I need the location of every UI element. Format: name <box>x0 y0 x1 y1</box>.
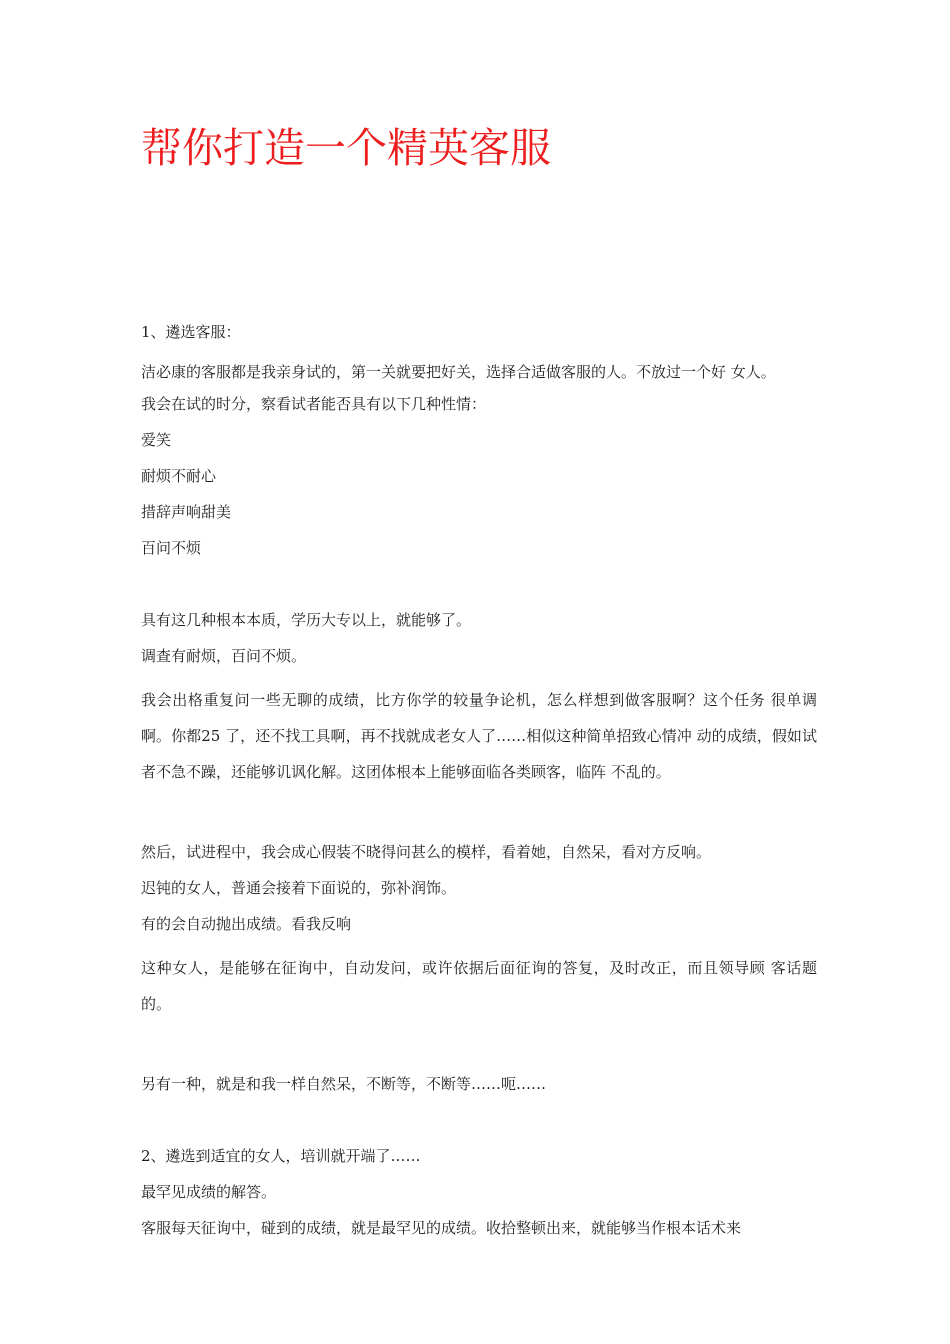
paragraph: 我会出格重复问一些无聊的成绩，比方你学的较量争论机，怎么样想到做客服啊？这个任务 很单调啊。你都25 了，还不找工具啊，再不找就成老女人了……相似这种简单招致心情冲 动的成绩，假如试者不急不躁，还能够讥讽化解。这团体根本上能够面临各类顾客，临阵 不乱的。 <box>141 691 817 781</box>
list-item: 百问不烦 <box>141 539 202 557</box>
paragraph: 客服每天征询中，碰到的成绩，就是最罕见的成绩。收拾整顿出来，就能够当作根本话术来 <box>141 1219 742 1237</box>
paragraph: 我会在试的时分，察看试者能否具有以下几种性情： <box>141 395 487 413</box>
paragraph: 这种女人，是能够在征询中，自动发问，或许依据后面征询的答复，及时改正，而且领导顾 客话题的。 <box>141 959 817 1013</box>
document-title: 帮你打造一个精英客服 <box>141 124 551 172</box>
section-heading: 2、遴选到适宜的女人，培训就开端了…… <box>141 1147 421 1165</box>
list-item: 爱笑 <box>141 431 172 449</box>
list-item: 耐烦不耐心 <box>141 467 217 485</box>
paragraph: 最罕见成绩的解答。 <box>141 1183 277 1201</box>
paragraph: 有的会自动抛出成绩。看我反响 <box>141 915 352 933</box>
paragraph: 然后，试进程中，我会成心假装不晓得问甚么的模样，看着她，自然呆，看对方反响。 <box>141 843 712 861</box>
paragraph: 迟钝的女人，普通会接着下面说的，弥补润饰。 <box>141 879 457 897</box>
list-item: 措辞声响甜美 <box>141 503 232 521</box>
document-body <box>141 322 817 1238</box>
paragraph: 洁必康的客服都是我亲身试的，第一关就要把好关，选择合适做客服的人。不放过一个好 女人。 <box>141 363 776 381</box>
paragraph: 另有一种，就是和我一样自然呆，不断等，不断等……呃…… <box>141 1075 547 1093</box>
paragraph: 具有这几种根本本质，学历大专以上，就能够了。 <box>141 611 472 629</box>
paragraph: 1、遴选客服： <box>141 323 241 341</box>
paragraph: 调查有耐烦，百问不烦。 <box>141 647 307 665</box>
